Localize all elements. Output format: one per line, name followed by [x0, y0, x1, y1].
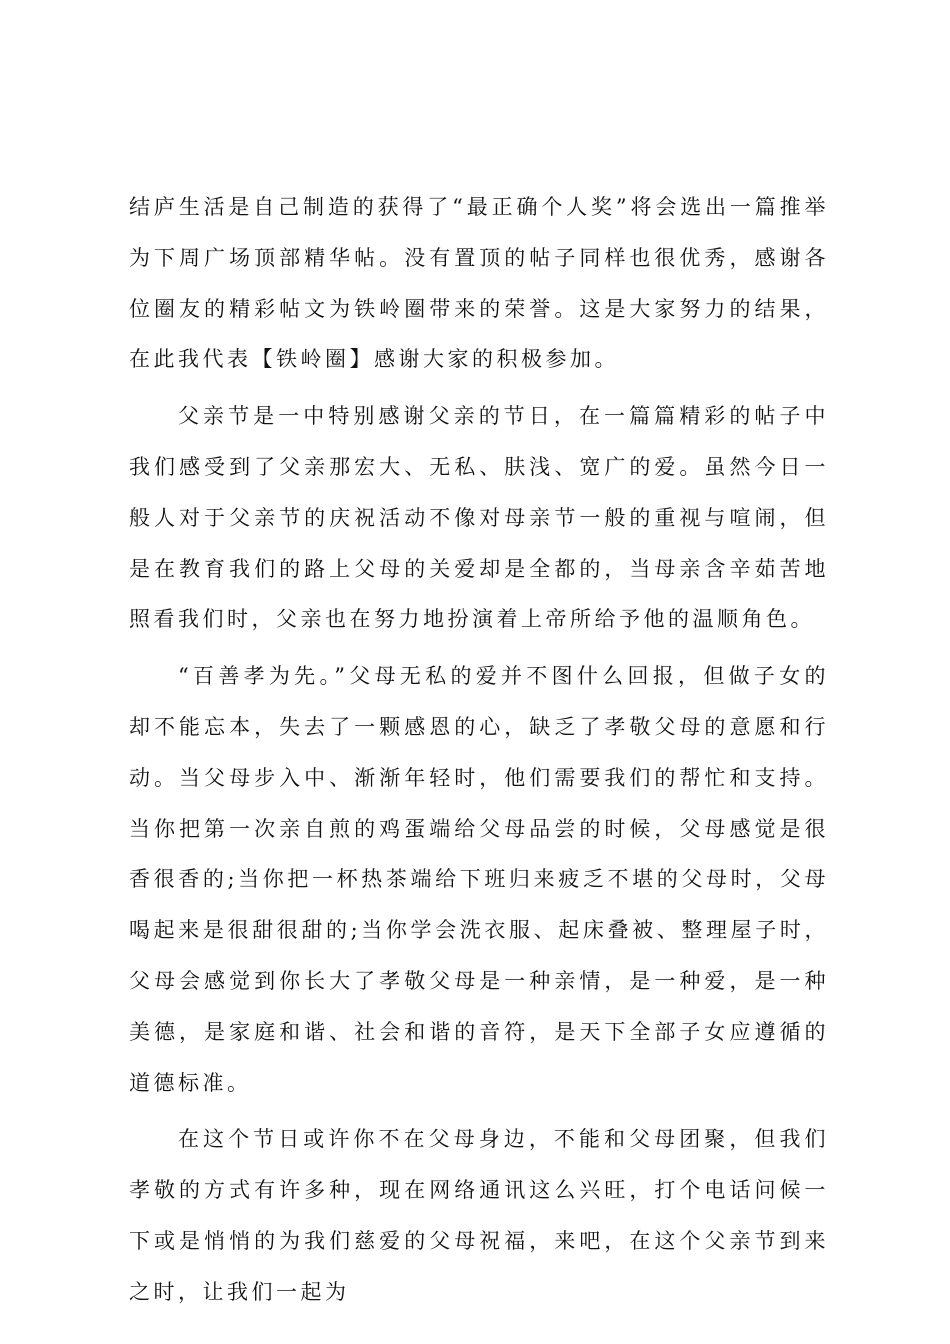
paragraph-4: 在这个节日或许你不在父母身边，不能和父母团聚，但我们孝敬的方式有许多种，现在网络通讯这么兴旺，打个电话问候一下或是悄悄的为我们慈爱的父母祝福，来吧，在这个父亲节到来之时，让我们一起为: [129, 1127, 829, 1304]
document-body: [129, 182, 829, 1318]
paragraph-3: “百善孝为先。”父母无私的爱并不图什么回报，但做子女的却不能忘本，失去了一颗感恩的心，缺乏了孝敬父母的意愿和行动。当父母步入中、渐渐年轻时，他们需要我们的帮忙和支持。当你把第一次亲自煎的鸡蛋端给父母品尝的时候，父母感觉是很香很香的;当你把一杯热茶端给下班归来疲乏不堪的父母时，父母喝起来是很甜很甜的;当你学会洗衣服、起床叠被、整理屋子时，父母会感觉到你长大了孝敬父母是一种亲情，是一种爱，是一种美德，是家庭和谐、社会和谐的音符，是天下全部子女应遵循的道德标准。: [129, 664, 829, 1095]
paragraph-1: 结庐生活是自己制造的获得了“最正确个人奖”将会选出一篇推举为下周广场顶部精华帖。没有置顶的帖子同样也很优秀，感谢各位圈友的精彩帖文为铁岭圈带来的荣誉。这是大家努力的结果，在此我代表【铁岭圈】感谢大家的积极参加。: [129, 195, 829, 372]
paragraph-2: 父亲节是一中特别感谢父亲的节日，在一篇篇精彩的帖子中我们感受到了父亲那宏大、无私、肤浅、宽广的爱。虽然今日一般人对于父亲节的庆祝活动不像对母亲节一般的重视与喧闹，但是在教育我们的路上父母的关爱却是全都的，当母亲含辛茹苦地照看我们时，父亲也在努力地扮演着上帝所给予他的温顺角色。: [129, 404, 829, 632]
